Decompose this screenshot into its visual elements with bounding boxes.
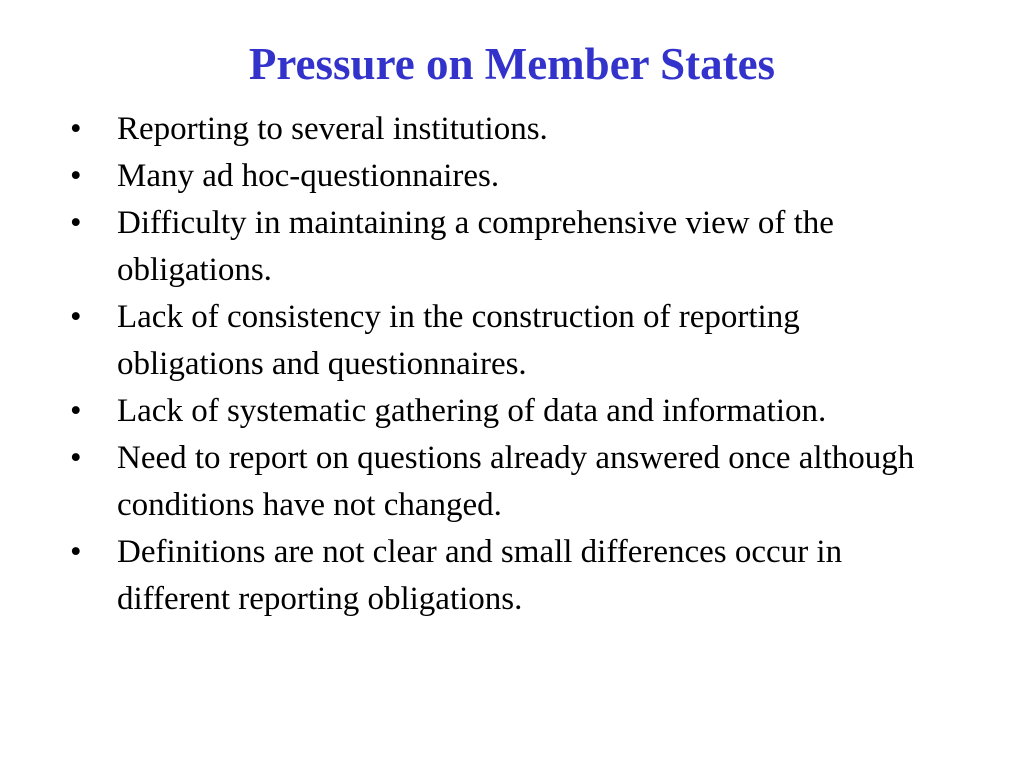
bullet-item-3: [70, 200, 950, 294]
bullet-text: Lack of systematic gathering of data and information.: [117, 393, 827, 429]
bullet-item-2: [70, 153, 950, 200]
bullet-item-5: [70, 388, 950, 435]
bullet-text: Need to report on questions already answered once although conditions have not changed.: [117, 440, 915, 523]
bullet-list: [70, 106, 950, 623]
bullet-marker-icon: •: [70, 534, 82, 570]
slide-title: Pressure on Member States: [248, 39, 776, 89]
bullet-item-1: [70, 106, 950, 153]
bullet-marker-icon: •: [70, 393, 82, 429]
bullet-item-6: [70, 435, 950, 529]
bullet-text: Lack of consistency in the construction of reporting obligations and questionnaires.: [117, 299, 800, 382]
bullet-item-4: [70, 294, 950, 388]
bullet-item-7: [70, 529, 950, 623]
bullet-text: Definitions are not clear and small differences occur in different reporting obligations.: [117, 534, 843, 617]
bullet-marker-icon: •: [70, 158, 82, 194]
bullet-text: Reporting to several institutions.: [117, 111, 548, 147]
bullet-marker-icon: •: [70, 299, 82, 335]
bullet-text: Difficulty in maintaining a comprehensive view of the obligations.: [117, 205, 834, 288]
bullet-text: Many ad hoc-questionnaires.: [117, 158, 500, 194]
bullet-marker-icon: •: [70, 440, 82, 476]
bullet-marker-icon: •: [70, 111, 82, 147]
bullet-marker-icon: •: [70, 205, 82, 241]
